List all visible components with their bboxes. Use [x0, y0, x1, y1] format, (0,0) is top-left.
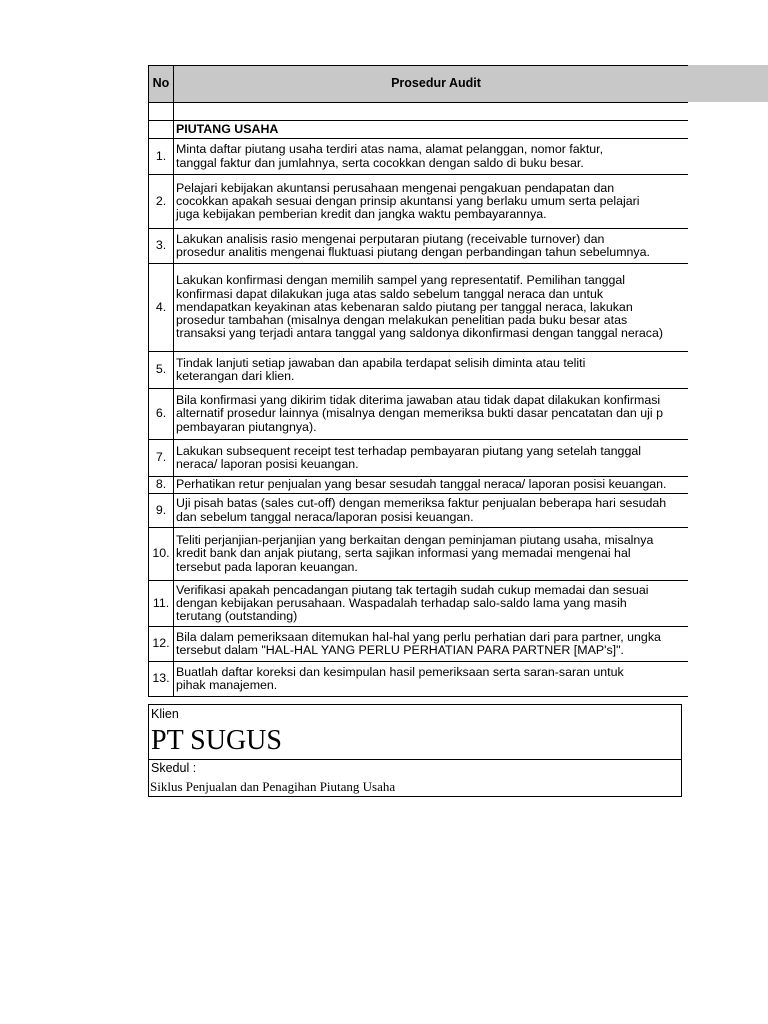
row-number: 8. — [149, 477, 174, 494]
audit-sheet — [148, 65, 688, 800]
row-number: 13. — [149, 662, 174, 697]
procedure-row — [149, 528, 689, 581]
procedure-text — [174, 139, 689, 175]
procedure-text — [174, 389, 689, 440]
section-title: PIUTANG USAHA — [174, 121, 689, 139]
procedure-text — [174, 264, 689, 352]
procedure-line: dan sebelum tanggal neraca/laporan posisi keuangan. — [176, 509, 474, 524]
row-number: 7. — [149, 440, 174, 477]
row-number: 5. — [149, 352, 174, 389]
procedure-line: pihak manajemen. — [176, 678, 278, 692]
procedure-line: pembayaran piutangnya). — [176, 419, 317, 434]
procedure-line: prosedur analitis mengenai fluktuasi piutang dengan perbandingan tahun sebelumnya. — [176, 245, 650, 259]
procedure-line: tanggal faktur dan jumlahnya, serta cocokkan dengan saldo di buku besar. — [176, 155, 584, 170]
procedure-line: Uji pisah batas (sales cut-off) dengan memeriksa faktur penjualan beberapa hari sesudah — [176, 496, 667, 511]
row-number: 11. — [149, 581, 174, 627]
procedure-text — [174, 440, 689, 477]
spacer-row — [149, 103, 689, 121]
header-no: No — [149, 66, 174, 103]
table-header-row — [149, 66, 689, 103]
header-overflow-fill — [683, 65, 768, 102]
procedure-text — [174, 229, 689, 264]
procedure-text — [174, 477, 689, 494]
row-number: 10. — [149, 528, 174, 581]
procedure-line: cocokkan apakah sesuai dengan prinsip akuntansi yang berlaku umum serta pelajari — [176, 193, 640, 208]
procedure-line: keterangan dari klien. — [176, 369, 295, 383]
audit-procedure-table — [148, 65, 688, 697]
schedule-label: Skedul : — [151, 761, 197, 775]
header-procedure — [174, 66, 689, 103]
procedure-text — [174, 662, 689, 697]
procedure-text — [174, 175, 689, 229]
client-box — [148, 704, 682, 760]
procedure-line: prosedur tambahan (misalnya dengan melakukan penelitian pada buku besar atas — [176, 313, 628, 328]
procedure-line: Lakukan konfirmasi dengan memilih sampel yang representatif. Pemilihan tanggal — [176, 273, 626, 288]
procedure-line: Lakukan analisis rasio mengenai perputaran piutang (receivable turnover) dan — [176, 231, 605, 246]
procedure-text — [174, 494, 689, 528]
procedure-line: Tindak lanjuti setiap jawaban dan apabila terdapat selisih diminta atau teliti — [176, 355, 586, 370]
procedure-text — [174, 581, 689, 627]
schedule-box — [148, 759, 682, 797]
procedure-row — [149, 494, 689, 528]
row-number: 4. — [149, 264, 174, 352]
client-name: PT SUGUS — [151, 725, 282, 756]
procedure-line: Bila konfirmasi yang dikirim tidak diterima jawaban atau tidak dapat dilakukan konfirmasi — [176, 393, 661, 408]
row-number: 6. — [149, 389, 174, 440]
procedure-row — [149, 229, 689, 264]
procedure-row — [149, 352, 689, 389]
header-procedure-label: Prosedur Audit — [391, 76, 481, 91]
procedure-line: transaksi yang terjadi antara tanggal yang saldonya dikonfirmasi dengan tanggal neraca) — [176, 326, 663, 341]
procedure-line: Pelajari kebijakan akuntansi perusahaan mengenai pengakuan pendapatan dan — [176, 180, 615, 195]
schedule-value: Siklus Penjualan dan Penagihan Piutang Usaha — [150, 779, 396, 794]
procedure-line: kredit bank dan anjak piutang, serta sajikan informasi yang memadai mengenai hal — [176, 546, 631, 561]
procedure-line: juga kebijakan pemberian kredit dan jangka waktu pembayarannya. — [176, 207, 547, 222]
procedure-line: mendapatkan keyakinan atas kebenaran saldo piutang per tanggal neraca, lakukan — [176, 299, 633, 314]
procedure-row — [149, 139, 689, 175]
row-number: 9. — [149, 494, 174, 528]
procedure-row — [149, 175, 689, 229]
client-label: Klien — [151, 707, 179, 721]
procedure-row — [149, 389, 689, 440]
procedure-line: tersebut pada laporan keuangan. — [176, 559, 358, 574]
procedure-row — [149, 440, 689, 477]
procedure-row — [149, 581, 689, 627]
procedure-line: Teliti perjanjian-perjanjian yang berkaitan dengan peminjaman piutang usaha, misalnya — [176, 533, 654, 548]
procedure-row — [149, 477, 689, 494]
procedure-line: terutang (outstanding) — [176, 609, 298, 624]
procedure-line: neraca/ laporan posisi keuangan. — [176, 457, 359, 471]
procedure-row — [149, 264, 689, 352]
row-number: 1. — [149, 139, 174, 175]
section-row — [149, 121, 689, 139]
table-body — [149, 103, 689, 697]
procedure-row — [149, 662, 689, 697]
procedure-row — [149, 627, 689, 662]
procedure-text — [174, 627, 689, 662]
procedure-line: tersebut dalam "HAL-HAL YANG PERLU PERHATIAN PARA PARTNER [MAP's]". — [176, 643, 624, 657]
procedure-line: alternatif prosedur lainnya (misalnya dengan memeriksa bukti dasar pencatatan dan uji p — [176, 406, 663, 421]
procedure-line: Lakukan subsequent receipt test terhadap pembayaran piutang yang setelah tanggal — [176, 443, 641, 458]
procedure-line: Verifikasi apakah pencadangan piutang tak tertagih sudah cukup memadai dan sesuai — [176, 582, 649, 597]
procedure-line: Perhatikan retur penjualan yang besar sesudah tanggal neraca/ laporan posisi keuangan. — [176, 477, 667, 492]
row-number: 2. — [149, 175, 174, 229]
procedure-line: konfirmasi dapat dilakukan juga atas saldo sebelum tanggal neraca dan untuk — [176, 286, 604, 301]
procedure-line: dengan kebijakan perusahaan. Waspadalah terhadap salo-saldo lama yang masih — [176, 595, 627, 610]
procedure-line: Minta daftar piutang usaha terdiri atas nama, alamat pelanggan, nomor faktur, — [176, 142, 604, 157]
procedure-line: Bila dalam pemeriksaan ditemukan hal-hal yang perlu perhatian dari para partner, ungka — [176, 629, 661, 644]
row-number: 3. — [149, 229, 174, 264]
procedure-line: Buatlah daftar koreksi dan kesimpulan hasil pemeriksaan serta saran-saran untuk — [176, 664, 624, 679]
procedure-text — [174, 352, 689, 389]
row-number: 12. — [149, 627, 174, 662]
procedure-text — [174, 528, 689, 581]
